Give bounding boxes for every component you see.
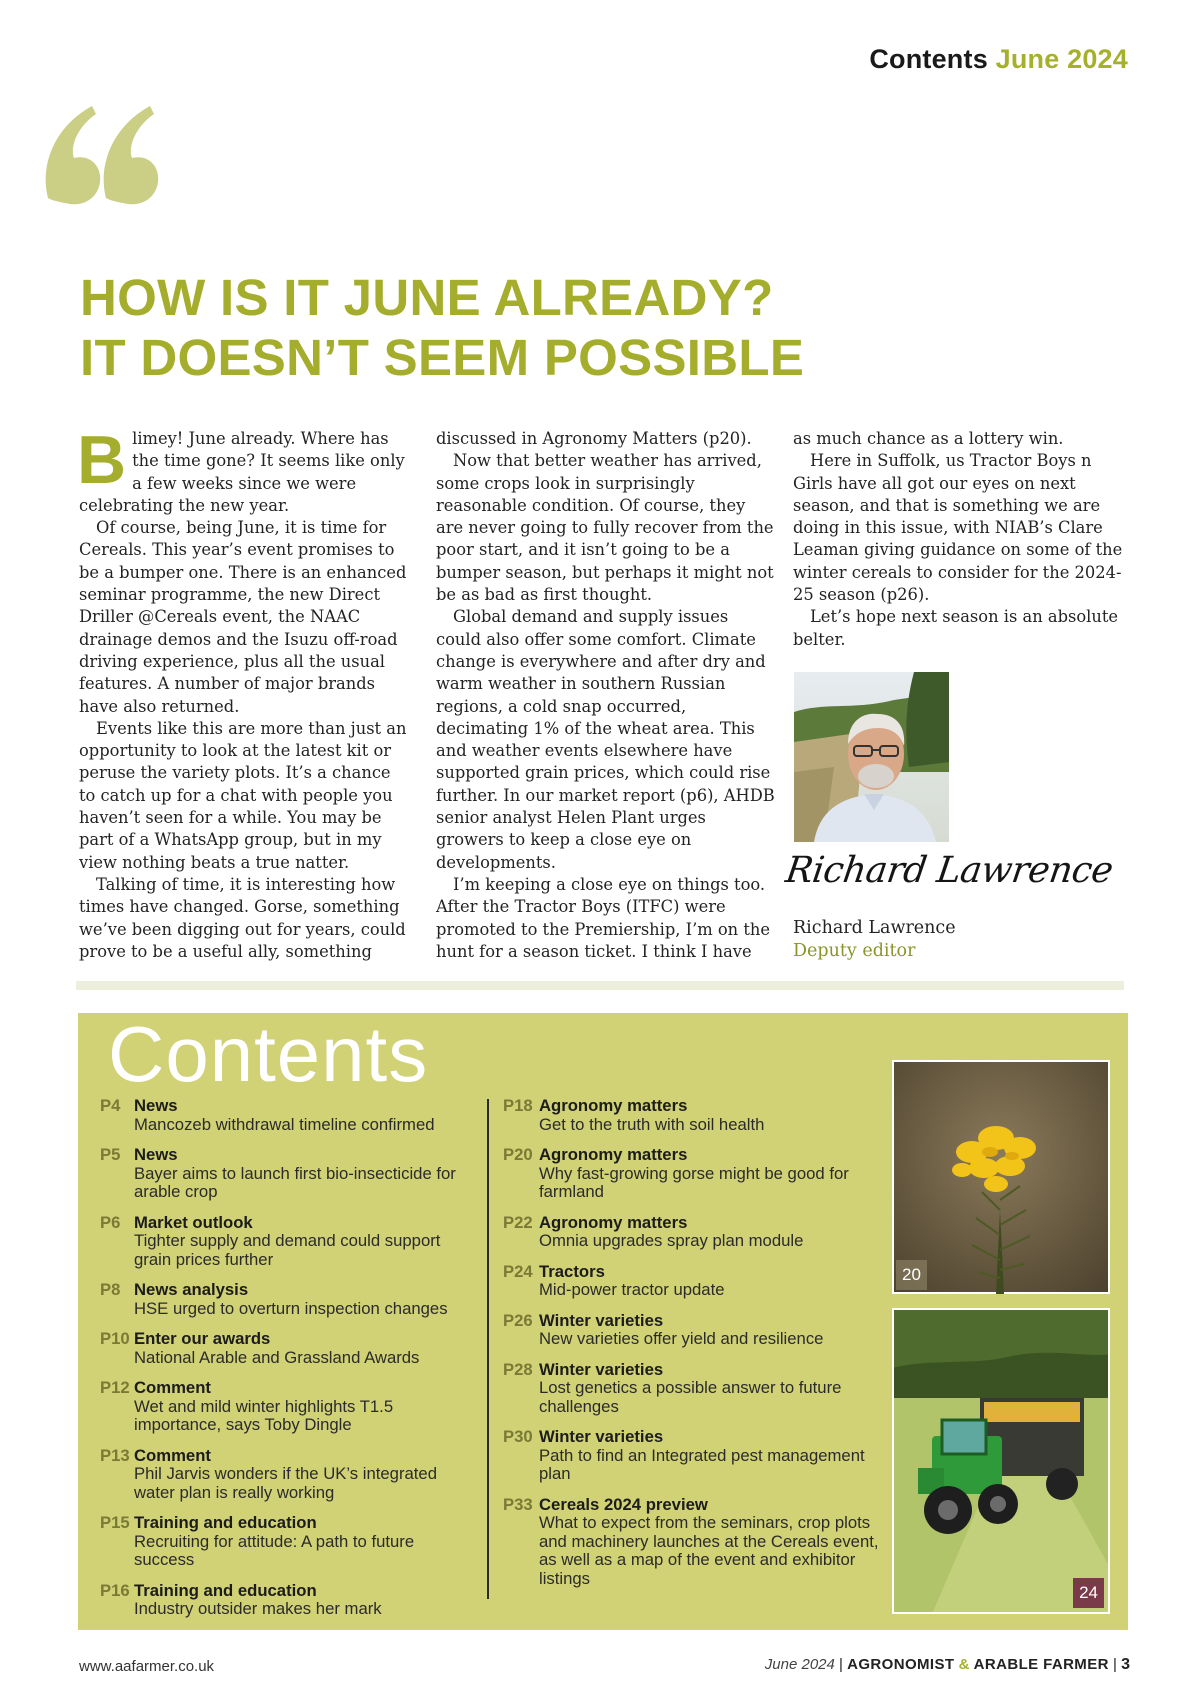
- headline-line-2: IT DOESN’T SEEM POSSIBLE: [80, 329, 805, 386]
- paragraph: Of course, being June, it is time for Cereals. This year’s event promises to be a bumper one. There is an enhanced seminar programme, the new Direct Driller @Cereals event, the NAAC drainage demos and the Isuzu off-road driving experience, plus all the usual features. A number of major brands have also returned.: [79, 518, 407, 716]
- page-number: P26: [503, 1310, 533, 1330]
- tractor-image: [892, 1308, 1110, 1614]
- page-number: P24: [503, 1261, 533, 1281]
- item-description: Get to the truth with soil health: [539, 1114, 765, 1134]
- gorse-photo[interactable]: [892, 1060, 1110, 1294]
- page-number: P8: [100, 1280, 121, 1299]
- contents-item[interactable]: [100, 1330, 470, 1367]
- quote-mark-icon: [40, 88, 165, 228]
- item-description: New varieties offer yield and resilience: [539, 1329, 824, 1348]
- author-name: Richard Lawrence: [793, 918, 956, 938]
- page-number: P33: [503, 1494, 533, 1514]
- item-description: HSE urged to overturn inspection changes: [134, 1298, 448, 1318]
- item-description: Omnia upgrades spray plan module: [539, 1231, 804, 1250]
- page-number: P13: [100, 1445, 130, 1465]
- page-badge: 24: [1073, 1578, 1104, 1608]
- page-number: P22: [503, 1212, 533, 1232]
- item-description: Industry outsider makes her mark: [134, 1599, 382, 1618]
- headline-line-1: HOW IS IT JUNE ALREADY?: [80, 269, 774, 326]
- brand-part-1: AGRONOMIST: [847, 1656, 955, 1673]
- item-description: Tighter supply and demand could support grain prices further: [134, 1231, 441, 1269]
- page-number: P20: [503, 1145, 533, 1164]
- section-name: Market outlook: [134, 1212, 253, 1232]
- item-description: National Arable and Grassland Awards: [134, 1347, 420, 1367]
- section-name: News: [134, 1096, 178, 1115]
- editorial-column-2: [436, 428, 776, 963]
- editor-signature: Richard Lawrence: [783, 850, 1116, 891]
- page-number: P5: [100, 1145, 121, 1164]
- website-url[interactable]: www.aafarmer.co.uk: [79, 1658, 215, 1675]
- gorse-image: [892, 1060, 1110, 1294]
- item-description: Why fast-growing gorse might be good for farmland: [539, 1163, 849, 1201]
- contents-panel: [78, 1010, 1128, 1630]
- editorial-headline: [80, 268, 1080, 388]
- contents-item[interactable]: [100, 1582, 470, 1619]
- contents-list-right: [503, 1097, 883, 1600]
- section-label: Contents: [869, 44, 988, 74]
- contents-item[interactable]: [503, 1312, 883, 1349]
- section-name: Winter varieties: [539, 1359, 664, 1379]
- page-number: P10: [100, 1329, 130, 1348]
- tractor-photo[interactable]: [892, 1308, 1110, 1614]
- page-number: 3: [1121, 1656, 1130, 1673]
- section-name: Training and education: [134, 1580, 317, 1600]
- brand-part-2: ARABLE FARMER: [973, 1656, 1109, 1673]
- paragraph: [77, 422, 409, 517]
- section-name: Winter varieties: [539, 1427, 664, 1446]
- brand-ampersand: &: [958, 1656, 970, 1673]
- section-name: Enter our awards: [134, 1329, 271, 1348]
- section-name: Cereals 2024 preview: [539, 1494, 708, 1514]
- item-description: Wet and mild winter highlights T1.5 importance, says Toby Dingle: [134, 1396, 394, 1434]
- page-badge: 20: [896, 1260, 927, 1290]
- page-number: P30: [503, 1427, 533, 1446]
- section-name: Comment: [134, 1378, 211, 1397]
- paragraph: Global demand and supply issues could also offer some comfort. Climate change is everywhere and after dry and warm weather in southern Russian regions, a cold snap occurred, decimating 1% of the wheat area. This and weather events elsewhere have supported grain prices, which could rise further. In our market report (p6), AHDB senior analyst Helen Plant urges growers to keep a close eye on developments.: [436, 607, 775, 872]
- paragraph: Let’s hope next season is an absolute belter.: [793, 607, 1119, 649]
- contents-item[interactable]: [503, 1146, 883, 1202]
- page-number: P15: [100, 1513, 130, 1532]
- item-description: What to expect from the seminars, crop plots and machinery launches at the Cereals event, as well as a map of the event and exhibitor listings: [539, 1513, 879, 1588]
- section-name: Training and education: [134, 1513, 317, 1532]
- contents-item[interactable]: [100, 1447, 470, 1503]
- contents-item[interactable]: [503, 1263, 883, 1300]
- issue-label: June 2024: [995, 44, 1128, 74]
- paragraph: I’m keeping a close eye on things too. After the Tractor Boys (ITFC) were promoted to the Premiership, I’m on the hunt for a season ticket. I think I have: [436, 874, 770, 961]
- section-name: Comment: [134, 1445, 211, 1465]
- section-name: Tractors: [539, 1261, 605, 1281]
- page-number: P28: [503, 1359, 533, 1379]
- contents-item[interactable]: [503, 1361, 883, 1417]
- page-number: P6: [100, 1212, 121, 1232]
- item-description: Bayer aims to launch first bio-insecticide for arable crop: [134, 1163, 456, 1201]
- paragraph-text: limey! June already. Where has the time gone? It seems like only a few weeks since we were celebrating the new year.: [79, 429, 405, 515]
- section-name: Agronomy matters: [539, 1145, 688, 1164]
- page-number: P18: [503, 1096, 533, 1115]
- section-name: Agronomy matters: [539, 1212, 688, 1232]
- contents-title: Contents: [108, 1010, 429, 1098]
- page-number: P16: [100, 1580, 130, 1600]
- drop-cap: B: [77, 422, 127, 498]
- item-description: Lost genetics a possible answer to future challenges: [539, 1378, 842, 1416]
- section-name: Agronomy matters: [539, 1096, 688, 1115]
- contents-item[interactable]: [503, 1214, 883, 1251]
- contents-item[interactable]: [503, 1097, 883, 1134]
- page-number: P12: [100, 1378, 130, 1397]
- item-description: Path to find an Integrated pest management plan: [539, 1445, 865, 1483]
- section-name: Winter varieties: [539, 1310, 664, 1330]
- contents-column-divider: [487, 1099, 489, 1599]
- contents-item[interactable]: [100, 1214, 470, 1270]
- contents-item[interactable]: [100, 1146, 470, 1202]
- item-description: Mancozeb withdrawal timeline confirmed: [134, 1114, 435, 1134]
- item-description: Phil Jarvis wonders if the UK’s integrated water plan is really working: [134, 1464, 437, 1502]
- section-name: News: [134, 1145, 178, 1164]
- paragraph: Talking of time, it is interesting how times have changed. Gorse, something we’ve been digging out for years, could prove to be a useful ally, something: [79, 874, 406, 961]
- footer-month: June 2024: [764, 1656, 835, 1673]
- page-footer: June 2024 | AGRONOMIST & ARABLE FARMER | 3: [764, 1656, 1130, 1673]
- contents-item[interactable]: [100, 1281, 470, 1318]
- paragraph: as much chance as a lottery win.: [793, 429, 1064, 448]
- editorial-column-3: [793, 428, 1133, 651]
- page-section-title: [869, 44, 1128, 75]
- section-name: News analysis: [134, 1280, 249, 1299]
- item-description: Recruiting for attitude: A path to future success: [134, 1531, 415, 1569]
- page-number: P4: [100, 1096, 121, 1115]
- contents-item[interactable]: [503, 1496, 883, 1589]
- contents-item[interactable]: [100, 1097, 470, 1134]
- paragraph: Here in Suffolk, us Tractor Boys n Girls have all got our eyes on next season, and that is something we are doing in this issue, with NIAB’s Clare Leaman giving guidance on some of the winter cereals to consider for the 2024-25 season (p26).: [793, 451, 1123, 605]
- contents-item[interactable]: [100, 1379, 470, 1435]
- paragraph: Events like this are more than just an opportunity to look at the latest kit or peruse the variety plots. It’s a chance to catch up for a chat with people you haven’t seen for a while. You may be part of a WhatsApp group, but in my view nothing beats a true natter.: [79, 718, 407, 872]
- paragraph: Now that better weather has arrived, some crops look in surprisingly reasonable condition. Of course, they are never going to fully recover from the poor start, and it isn’t going to be a bumper season, but perhaps it might not be as bad as first thought.: [436, 451, 774, 605]
- contents-list-left: [100, 1097, 470, 1631]
- editorial-column-1: [77, 422, 409, 963]
- author-portrait: [794, 672, 949, 842]
- paragraph: discussed in Agronomy Matters (p20).: [436, 429, 752, 448]
- author-role: Deputy editor: [793, 941, 916, 961]
- section-divider: [76, 981, 1124, 990]
- contents-item[interactable]: [503, 1428, 883, 1484]
- item-description: Mid-power tractor update: [539, 1280, 725, 1299]
- contents-item[interactable]: [100, 1514, 470, 1570]
